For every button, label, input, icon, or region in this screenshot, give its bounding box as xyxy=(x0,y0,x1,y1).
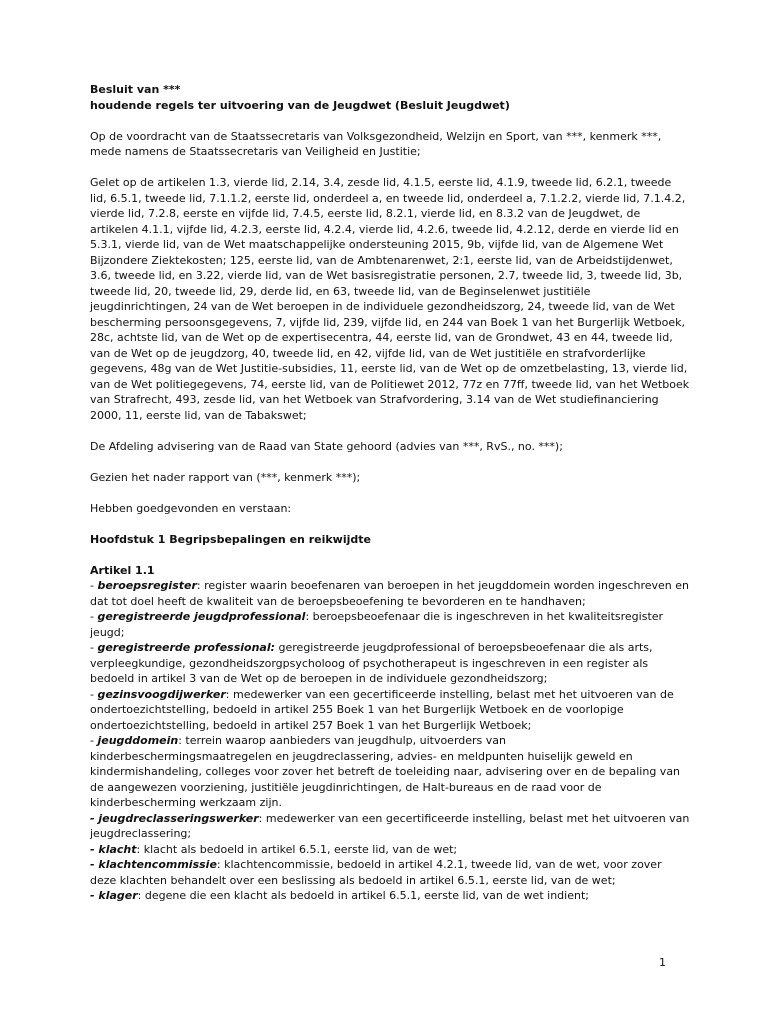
chapter-heading: Hoofdstuk 1 Begripsbepalingen en reikwijdte xyxy=(90,532,371,546)
definition-item xyxy=(90,578,690,609)
definition-prefix: - xyxy=(90,734,98,747)
definition-term: - klacht xyxy=(90,842,137,856)
paragraph-advies: De Afdeling advisering van de Raad van State gehoord (advies van ***, RvS., no. ***); xyxy=(90,439,563,453)
definition-item xyxy=(90,640,690,687)
definition-text: geregistreerde jeugdprofessional of beroepsbeoefenaar die als arts, verpleegkundige, gezondheidszorgpsycholoog of psychotherapeut is ingeschreven in een register als bedoeld in artikel 3 van de Wet op de beroepen in de individuele gezondheidszorg; xyxy=(90,641,653,685)
definition-term: geregistreerde jeugdprofessional xyxy=(97,610,306,623)
article-heading: Artikel 1.1 xyxy=(90,563,155,577)
definition-text: : degene die een klacht als bedoeld in artikel 6.5.1, eerste lid, van de wet indient; xyxy=(137,889,589,902)
definition-term: - klachtencommissie xyxy=(90,858,217,871)
paragraph-gezien: Gezien het nader rapport van (***, kenmerk ***); xyxy=(90,470,361,484)
definition-prefix: - xyxy=(90,687,98,701)
definition-term: beroepsregister xyxy=(97,579,197,592)
definition-text: : beroepsbeoefenaar die is ingeschreven in het kwaliteitsregister jeugd; xyxy=(90,610,664,639)
definition-text: : medewerker van een gecertificeerde instelling, belast met het uitvoeren van jeugdreclassering; xyxy=(90,811,690,840)
definition-item xyxy=(90,842,690,858)
definition-prefix: - xyxy=(90,579,98,592)
definition-term: - klager xyxy=(90,889,138,902)
definition-prefix: - xyxy=(90,610,98,623)
definition-text: : terrein waarop aanbieders van jeugdhulp, uitvoerders van kinderbeschermingsmaatregelen en jeugdreclassering, advies- en meldpunten huiselijk geweld en kindermishandeling, colleges voor zover het betreft de toeleiding naar, advisering over en de bepaling van de aangewezen voorziening, justitiële jeugdinrichtingen, de Halt-bureaus en de raad voor de kinderbescherming werkzaam zijn. xyxy=(90,734,681,809)
paragraph-gelet: Gelet op de artikelen 1.3, vierde lid, 2.14, 3.4, zesde lid, 4.1.5, eerste lid, 4.1.9, tweede lid, 6.2.1, tweede lid, 6.5.1, tweede lid, 7.1.1.2, eerste lid, onderdeel a, en tweede lid, onderdeel a, 7.1.2.2, vierde lid, 7.1.4.2, vierde lid, 7.2.8, eerste en vijfde lid, 7.4.5, eerste lid, 8.2.1, vierde lid, en 8.3.2 van de Jeugdwet, de artikelen 4.1.1, vijfde lid, 4.2.3, eerste lid, 4.2.4, vierde lid, 4.2.6, tweede lid, 4.2.12, derde en vierde lid en 5.3.1, vierde lid, van de Wet maatschappelijke ondersteuning 2015, 9b, vijfde lid, van de Algemene Wet Bijzondere Ziektekosten; 125, eerste lid, van de Ambtenarenwet, 2:1, eerste lid, van de Arbeidstijdenwet, 3.6, tweede lid, en 3.22, vierde lid, van de Wet basisregistratie personen, 2.7, tweede lid, 3, tweede lid, 3b, tweede lid, 20, tweede lid, 29, derde lid, en 63, tweede lid, van de Beginselenwet justitiële jeugdinrichtingen, 24 van de Wet beroepen in de individuele gezondheidszorg, 24, tweede lid, van de Wet bescherming persoonsgegevens, 7, vijfde lid, 239, vijfde lid, en 244 van Boek 1 van het Burgerlijk Wetboek, 28c, achtste lid, van de Wet op de expertisecentra, 44, eerste lid, van de Grondwet, 43 en 44, tweede lid, van de Wet op de jeugdzorg, 40, tweede lid, en 42, vijfde lid, van de Wet justitiële en strafvorderlijke gegevens, 48g van de Wet Justitie-subsidies, 11, eerste lid, van de Wet op de omzetbelasting, 13, vierde lid, van de Wet politiegegevens, 74, eerste lid, van de Politiewet 2012, 77z en 77ff, tweede lid, van het Wetboek van Strafrecht, 493, zesde lid, van het Wetboek van Strafvordering, 3.14 van de Wet studiefinanciering 2000, 11, eerste lid, van de Tabakswet; xyxy=(90,176,690,422)
definition-item xyxy=(90,687,690,734)
definition-item xyxy=(90,811,690,842)
page-number: 1 xyxy=(659,956,666,969)
definition-item xyxy=(90,609,690,640)
definition-prefix: - xyxy=(90,641,98,654)
paragraph-hebben: Hebben goedgevonden en verstaan: xyxy=(90,501,292,515)
definition-list xyxy=(90,578,690,904)
definition-term: gezinsvoogdijwerker xyxy=(97,687,226,701)
paragraph-voordracht: Op de voordracht van de Staatssecretaris van Volksgezondheid, Welzijn en Sport, van ***, kenmerk ***, mede namens de Staatssecretaris van Veiligheid en Justitie; xyxy=(90,129,662,158)
definition-item xyxy=(90,857,690,888)
definition-term: - jeugdreclasseringswerker xyxy=(90,811,259,825)
document-title-line-1: Besluit van *** xyxy=(90,83,181,96)
definition-text: : register waarin beoefenaren van beroepen in het jeugddomein worden ingeschreven en dat tot doel heeft de kwaliteit van de beroepsbeoefening te bevorderen en te handhaven; xyxy=(90,579,690,608)
document-title-line-2: houdende regels ter uitvoering van de Jeugdwet (Besluit Jeugdwet) xyxy=(90,98,510,112)
definition-text: : klachtencommissie, bedoeld in artikel 4.2.1, tweede lid, van de wet, voor zover deze klachten behandelt over een beslissing als bedoeld in artikel 6.5.1, eerste lid, van de wet; xyxy=(90,858,662,887)
document-page xyxy=(90,82,690,904)
definition-item xyxy=(90,888,690,904)
definition-text: : klacht als bedoeld in artikel 6.5.1, eerste lid, van de wet; xyxy=(136,842,458,856)
definition-text: : medewerker van een gecertificeerde instelling, belast met het uitvoeren van de ondertoezichtstelling, bedoeld in artikel 255 Boek 1 van het Burgerlijk Wetboek en de voorlopige ondertoezichtstelling, bedoeld in artikel 257 Boek 1 van het Burgerlijk Wetboek; xyxy=(90,687,674,732)
definition-term: geregistreerde professional: xyxy=(97,641,276,654)
definition-term: jeugddomein xyxy=(97,734,179,747)
definition-item xyxy=(90,733,690,811)
